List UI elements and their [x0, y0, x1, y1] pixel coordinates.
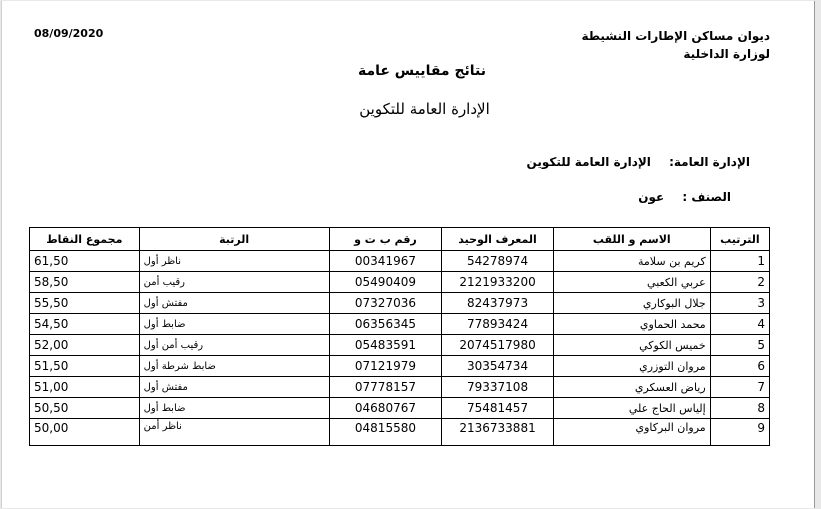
- cell-total-points: 51,50: [30, 356, 140, 377]
- cell-total-points: 52,00: [30, 335, 140, 356]
- cell-unique-id: 82437973: [442, 293, 554, 314]
- cell-card-number: 07327036: [329, 293, 442, 314]
- table-row: [30, 377, 770, 398]
- table-row: [30, 356, 770, 377]
- cell-name: عربي الكعبي: [553, 272, 710, 293]
- cell-rank: 5: [710, 335, 769, 356]
- cell-name: كريم بن سلامة: [553, 251, 710, 272]
- cell-card-number: 00341967: [329, 251, 442, 272]
- table-row: [30, 251, 770, 272]
- cell-rank: 2: [710, 272, 769, 293]
- table-row: [30, 419, 770, 446]
- header-grade: الرتبة: [139, 228, 329, 251]
- cell-name: إلياس الحاج علي: [553, 398, 710, 419]
- organization-name: ديوان مساكن الإطارات النشيطة: [581, 29, 770, 43]
- report-title: نتائج مقاييس عامة: [357, 63, 487, 79]
- cell-card-number: 04680767: [329, 398, 442, 419]
- table-row: [30, 335, 770, 356]
- cell-rank: 8: [710, 398, 769, 419]
- cell-card-number: 05483591: [329, 335, 442, 356]
- header-total-points: مجموع النقاط: [30, 228, 140, 251]
- cell-name: جلال البوكاري: [553, 293, 710, 314]
- cell-grade: ناظر أول: [139, 251, 329, 272]
- administration-value: الإدارة العامة للتكوين: [526, 155, 651, 169]
- header-unique-id: المعرف الوحيد: [442, 228, 554, 251]
- header-card-number: رقم ب ت و: [329, 228, 442, 251]
- cell-card-number: 05490409: [329, 272, 442, 293]
- organization-header: [581, 27, 770, 63]
- cell-grade: مفتش أول: [139, 293, 329, 314]
- cell-unique-id: 54278974: [442, 251, 554, 272]
- header-rank: الترتيب: [710, 228, 769, 251]
- administration-field: [527, 155, 750, 169]
- cell-rank: 6: [710, 356, 769, 377]
- cell-total-points: 54,50: [30, 314, 140, 335]
- administration-label: الإدارة العامة:: [669, 155, 750, 169]
- class-value: عون: [638, 190, 665, 204]
- cell-card-number: 04815580: [329, 419, 442, 446]
- cell-name: خميس الكوكي: [553, 335, 710, 356]
- report-date: 08/09/2020: [34, 27, 104, 40]
- cell-unique-id: 30354734: [442, 356, 554, 377]
- cell-grade: رقيب أمن: [139, 272, 329, 293]
- cell-total-points: 55,50: [30, 293, 140, 314]
- cell-rank: 1: [710, 251, 769, 272]
- cell-grade: ضابط أول: [139, 314, 329, 335]
- table-row: [30, 398, 770, 419]
- report-page: [1, 1, 815, 508]
- cell-unique-id: 2136733881: [442, 419, 554, 446]
- cell-unique-id: 75481457: [442, 398, 554, 419]
- cell-total-points: 58,50: [30, 272, 140, 293]
- class-label: الصنف :: [682, 190, 731, 204]
- cell-unique-id: 77893424: [442, 314, 554, 335]
- cell-card-number: 07121979: [329, 356, 442, 377]
- cell-rank: 9: [710, 419, 769, 446]
- cell-name: مروان التوزري: [553, 356, 710, 377]
- cell-unique-id: 2121933200: [442, 272, 554, 293]
- table-row: [30, 293, 770, 314]
- header-name: الاسم و اللقب: [553, 228, 710, 251]
- cell-unique-id: 79337108: [442, 377, 554, 398]
- cell-total-points: 51,00: [30, 377, 140, 398]
- cell-name: رياض العسكري: [553, 377, 710, 398]
- class-field: [638, 190, 731, 204]
- cell-unique-id: 2074517980: [442, 335, 554, 356]
- cell-rank: 4: [710, 314, 769, 335]
- cell-total-points: 61,50: [30, 251, 140, 272]
- cell-name: مروان البركاوي: [553, 419, 710, 446]
- cell-name: محمد الحماوي: [553, 314, 710, 335]
- cell-total-points: 50,50: [30, 398, 140, 419]
- cell-rank: 7: [710, 377, 769, 398]
- cell-grade: ضابط شرطة أول: [139, 356, 329, 377]
- cell-total-points: 50,00: [30, 419, 140, 446]
- cell-grade: مفتش أول: [139, 377, 329, 398]
- results-table: [29, 227, 770, 446]
- cell-grade: ناظر أمن: [139, 419, 329, 446]
- cell-rank: 3: [710, 293, 769, 314]
- table-header-row: [30, 228, 770, 251]
- cell-card-number: 06356345: [329, 314, 442, 335]
- cell-card-number: 07778157: [329, 377, 442, 398]
- report-subtitle: الإدارة العامة للتكوين: [359, 100, 490, 118]
- cell-grade: ضابط أول: [139, 398, 329, 419]
- table-row: [30, 272, 770, 293]
- cell-grade: رقيب أمن أول: [139, 335, 329, 356]
- table-row: [30, 314, 770, 335]
- ministry-name: لوزارة الداخلية: [683, 47, 770, 61]
